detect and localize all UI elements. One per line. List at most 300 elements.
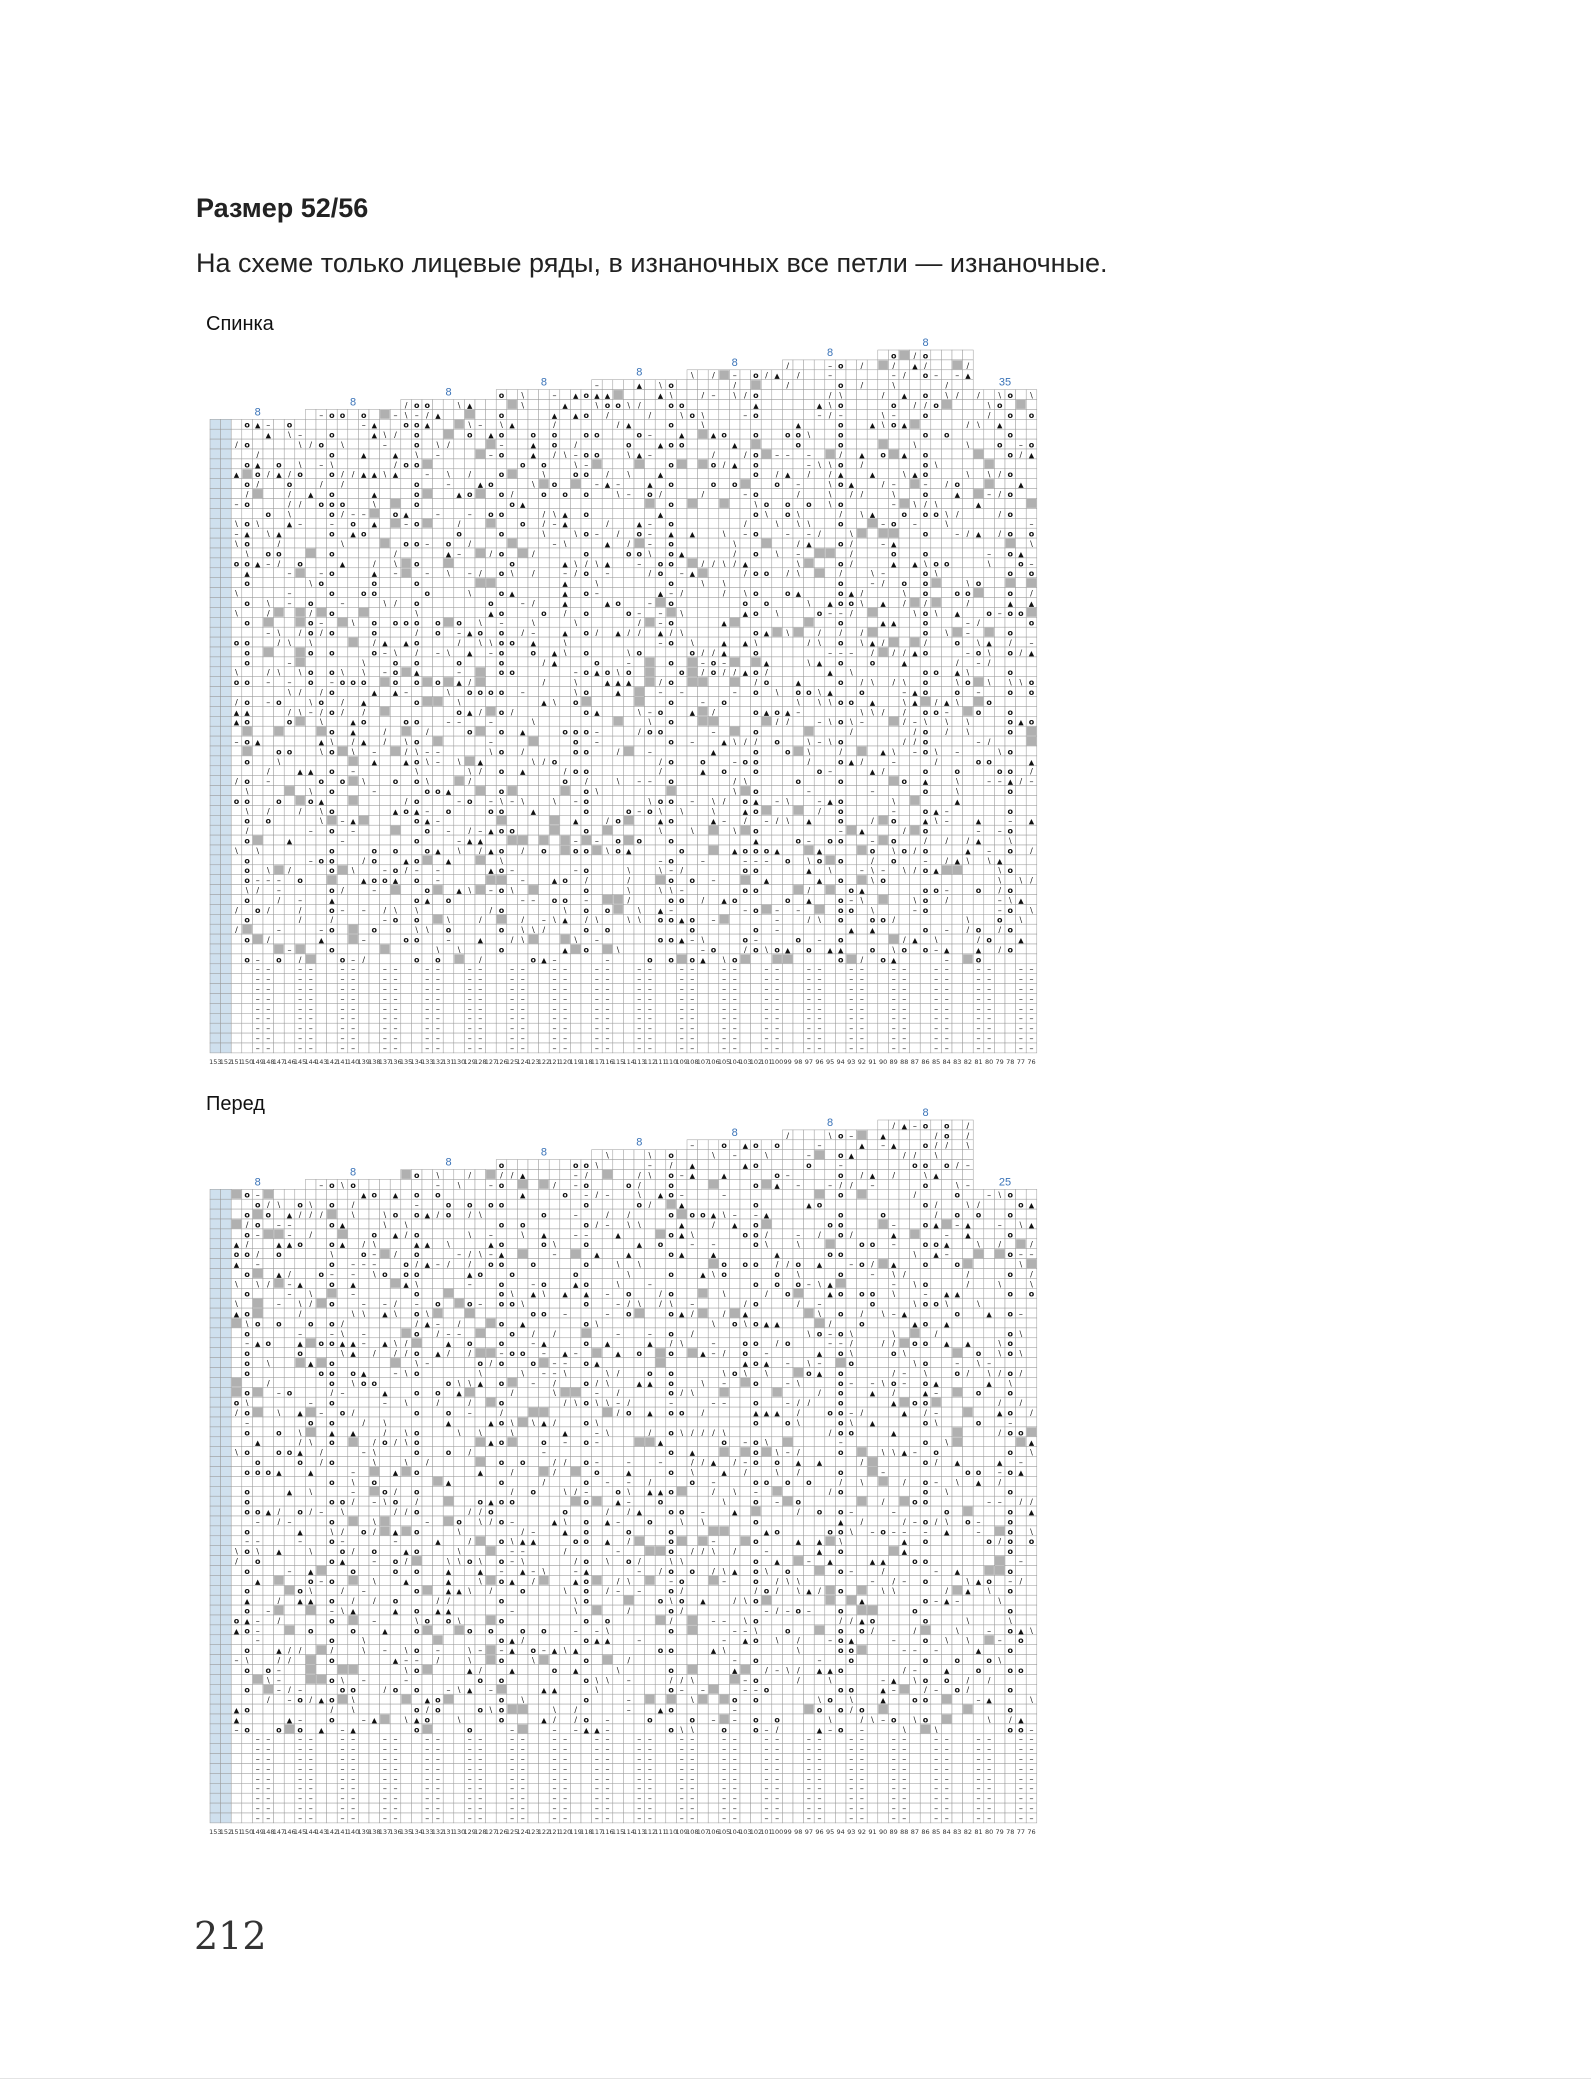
- chart-cell: [952, 835, 963, 845]
- chart-cell: [592, 489, 603, 499]
- chart-cell: [878, 825, 889, 835]
- chart-cell: [581, 994, 592, 1004]
- chart-cell: [899, 518, 910, 528]
- chart-cell: [645, 875, 656, 885]
- chart-cell: [284, 607, 295, 617]
- chart-cell: [210, 568, 221, 578]
- chart-cell: [846, 459, 857, 469]
- chart-cell: [475, 459, 486, 469]
- chart-cell: [931, 904, 942, 914]
- chart-cell: [221, 796, 232, 806]
- chart-cell: [337, 548, 348, 558]
- chart-cell: [835, 924, 846, 934]
- chart-cell: [825, 895, 836, 905]
- chart-cell: [433, 637, 444, 647]
- chart-cell: [751, 1003, 762, 1013]
- chart-cell: [507, 815, 518, 825]
- chart-cell: [613, 1003, 624, 1013]
- chart-cell: [698, 528, 709, 538]
- chart-cell: [221, 419, 232, 429]
- chart-cell: [655, 924, 666, 934]
- chart-cell: [348, 499, 359, 509]
- chart-cell: [793, 647, 804, 657]
- chart-cell: [782, 776, 793, 786]
- chart-cell: [793, 845, 804, 855]
- chart-cell: [422, 499, 433, 509]
- chart-cell: [782, 489, 793, 499]
- chart-cell: [878, 607, 889, 617]
- chart-cell: [772, 400, 783, 410]
- chart-cell: [369, 954, 380, 964]
- chart-cell: [369, 449, 380, 459]
- chart-cell: [698, 380, 709, 390]
- chart-cell: [210, 697, 221, 707]
- chart-cell: [369, 1033, 380, 1043]
- chart-cell: [867, 736, 878, 746]
- chart-cell: [369, 716, 380, 726]
- chart-cell: [687, 766, 698, 776]
- chart-cell: [782, 924, 793, 934]
- chart-cell: [984, 865, 995, 875]
- chart-cell: [782, 538, 793, 548]
- chart-cell: [305, 805, 316, 815]
- chart-cell: [592, 815, 603, 825]
- chart-cell: [846, 706, 857, 716]
- chart-cell: [358, 914, 369, 924]
- chart-cell: [655, 746, 666, 756]
- chart-cell: [676, 558, 687, 568]
- chart-cell: [369, 697, 380, 707]
- chart-cell: [952, 825, 963, 835]
- chart-cell: [772, 558, 783, 568]
- chart-cell: [422, 637, 433, 647]
- chart-cell: [390, 538, 401, 548]
- chart-cell: [761, 419, 772, 429]
- chart-cell: [666, 726, 677, 736]
- chart-cell: [708, 598, 719, 608]
- chart-cell: [380, 716, 391, 726]
- chart-cell: [761, 825, 772, 835]
- chart-cell: [878, 994, 889, 1004]
- chart-cell: [602, 697, 613, 707]
- chart-cell: [316, 647, 327, 657]
- chart-cell: [443, 489, 454, 499]
- chart-cell: [252, 895, 263, 905]
- chart-cell: [623, 766, 634, 776]
- chart-cell: [507, 895, 518, 905]
- chart-cell: [804, 934, 815, 944]
- chart-cell: [274, 766, 285, 776]
- chart-cell: [443, 459, 454, 469]
- chart-cell: [433, 568, 444, 578]
- chart-cell: [422, 934, 433, 944]
- chart-cell: [539, 419, 550, 429]
- chart-cell: [963, 568, 974, 578]
- chart-cell: [846, 370, 857, 380]
- chart-cell: [221, 746, 232, 756]
- chart-cell: [433, 400, 444, 410]
- chart-cell: [486, 726, 497, 736]
- chart-cell: [464, 499, 475, 509]
- chart-cell: [655, 409, 666, 419]
- chart-cell: [443, 885, 454, 895]
- chart-cell: [740, 895, 751, 905]
- chart-cell: [454, 766, 465, 776]
- chart-cell: [613, 578, 624, 588]
- chart-cell: [941, 419, 952, 429]
- chart-cell: [507, 924, 518, 934]
- chart-cell: [814, 370, 825, 380]
- chart-cell: [210, 617, 221, 627]
- chart-cell: [761, 885, 772, 895]
- chart-cell: [740, 617, 751, 627]
- chart-cell: [221, 508, 232, 518]
- chart-cell: [634, 716, 645, 726]
- chart-cell: [369, 805, 380, 815]
- chart-cell: [284, 558, 295, 568]
- chart-cell: [581, 815, 592, 825]
- chart-cell: [475, 924, 486, 934]
- chart-cell: [486, 934, 497, 944]
- chart-cell: [878, 667, 889, 677]
- chart-cell: [507, 598, 518, 608]
- chart-cell: [952, 409, 963, 419]
- chart-cell: [952, 885, 963, 895]
- chart-cell: [305, 716, 316, 726]
- chart-cell: [528, 796, 539, 806]
- chart-cell: [952, 1023, 963, 1033]
- chart-cell: [804, 578, 815, 588]
- chart-cell: [634, 657, 645, 667]
- chart-cell: [931, 518, 942, 528]
- chart-cell: [380, 825, 391, 835]
- chart-cell: [941, 469, 952, 479]
- chart-cell: [496, 736, 507, 746]
- chart-cell: [952, 1033, 963, 1043]
- chart-cell: [793, 459, 804, 469]
- chart-cell: [804, 677, 815, 687]
- chart-cell: [814, 786, 825, 796]
- chart-cell: [973, 598, 984, 608]
- chart-cell: [252, 499, 263, 509]
- chart-cell: [888, 825, 899, 835]
- chart-cell: [729, 469, 740, 479]
- chart-cell: [899, 815, 910, 825]
- chart-cell: [295, 786, 306, 796]
- chart-cell: [560, 499, 571, 509]
- chart-cell: [931, 954, 942, 964]
- chart-cell: [496, 479, 507, 489]
- chart-cell: [613, 637, 624, 647]
- chart-cell: [348, 706, 359, 716]
- chart-cell: [825, 805, 836, 815]
- chart-cell: [910, 677, 921, 687]
- chart-cell: [899, 667, 910, 677]
- chart-cell: [517, 805, 528, 815]
- chart-cell: [920, 964, 931, 974]
- chart-cell: [539, 449, 550, 459]
- chart-cell: [411, 687, 422, 697]
- chart-cell: [941, 588, 952, 598]
- chart-cell: [581, 954, 592, 964]
- chart-cell: [814, 677, 825, 687]
- chart-cell: [221, 994, 232, 1004]
- chart-cell: [570, 588, 581, 598]
- chart-cell: [888, 766, 899, 776]
- chart-cell: [687, 578, 698, 588]
- chart-cell: [878, 796, 889, 806]
- chart-cell: [337, 687, 348, 697]
- chart-cell: [687, 598, 698, 608]
- chart-cell: [570, 419, 581, 429]
- chart-cell: [963, 607, 974, 617]
- chart-cell: [539, 578, 550, 588]
- chart-cell: [623, 796, 634, 806]
- chart-cell: [570, 607, 581, 617]
- chart-cell: [274, 706, 285, 716]
- chart-cell: [835, 706, 846, 716]
- chart-cell: [708, 994, 719, 1004]
- chart-cell: [348, 786, 359, 796]
- chart-cell: [645, 697, 656, 707]
- chart-cell: [910, 786, 921, 796]
- chart-cell: [740, 459, 751, 469]
- chart-cell: [433, 924, 444, 934]
- chart-cell: [464, 954, 475, 964]
- chart-cell: [655, 964, 666, 974]
- chart-cell: [443, 776, 454, 786]
- chart-cell: [517, 954, 528, 964]
- chart-cell: [507, 954, 518, 964]
- chart-cell: [252, 538, 263, 548]
- chart-cell: [231, 865, 242, 875]
- chart-cell: [613, 706, 624, 716]
- chart-cell: [464, 449, 475, 459]
- chart-cell: [539, 1003, 550, 1013]
- chart-cell: [963, 825, 974, 835]
- chart-cell: [348, 845, 359, 855]
- chart-cell: [835, 994, 846, 1004]
- chart-cell: [602, 885, 613, 895]
- chart-cell: [941, 786, 952, 796]
- chart-cell: [878, 657, 889, 667]
- chart-cell: [560, 815, 571, 825]
- chart-cell: [613, 984, 624, 994]
- chart-cell: [528, 944, 539, 954]
- chart-cell: [857, 429, 868, 439]
- chart-cell: [698, 875, 709, 885]
- chart-cell: [443, 984, 454, 994]
- chart-cell: [973, 726, 984, 736]
- chart-cell: [793, 964, 804, 974]
- chart-cell: [920, 875, 931, 885]
- chart-cell: [443, 944, 454, 954]
- chart-cell: [517, 776, 528, 786]
- chart-cell: [772, 459, 783, 469]
- chart-cell: [857, 390, 868, 400]
- chart-cell: [528, 578, 539, 588]
- chart-cell: [380, 607, 391, 617]
- chart-cell: [528, 459, 539, 469]
- chart-cell: [634, 746, 645, 756]
- chart-cell: [337, 845, 348, 855]
- chart-cell: [782, 687, 793, 697]
- chart-cell: [878, 736, 889, 746]
- chart-cell: [274, 419, 285, 429]
- chart-cell: [973, 667, 984, 677]
- chart-cell: [401, 578, 412, 588]
- chart-cell: [528, 845, 539, 855]
- chart-cell: [708, 974, 719, 984]
- chart-cell: [570, 538, 581, 548]
- chart-cell: [581, 716, 592, 726]
- chart-cell: [221, 647, 232, 657]
- chart-cell: [380, 459, 391, 469]
- chart-cell: [252, 716, 263, 726]
- chart-cell: [719, 934, 730, 944]
- chart-cell: [613, 934, 624, 944]
- chart-cell: [390, 786, 401, 796]
- chart-cell: [984, 439, 995, 449]
- chart-cell: [878, 459, 889, 469]
- chart-cell: [369, 865, 380, 875]
- chart-cell: [231, 984, 242, 994]
- chart-cell: [274, 489, 285, 499]
- chart-cell: [888, 657, 899, 667]
- chart-cell: [931, 429, 942, 439]
- chart-cell: [358, 845, 369, 855]
- chart-cell: [676, 508, 687, 518]
- chart-cell: [814, 598, 825, 608]
- chart-cell: [941, 796, 952, 806]
- chart-cell: [835, 766, 846, 776]
- chart-cell: [973, 508, 984, 518]
- chart-cell: [719, 845, 730, 855]
- chart-cell: [698, 885, 709, 895]
- chart-cell: [221, 815, 232, 825]
- chart-cell: [592, 518, 603, 528]
- chart-cell: [825, 637, 836, 647]
- chart-cell: [973, 875, 984, 885]
- chart-cell: [698, 974, 709, 984]
- chart-cell: [793, 954, 804, 964]
- chart-cell: [825, 1033, 836, 1043]
- chart-cell: [782, 419, 793, 429]
- chart-cell: [369, 726, 380, 736]
- chart-cell: [475, 538, 486, 548]
- chart-cell: [581, 677, 592, 687]
- chart-cell: [369, 984, 380, 994]
- chart-cell: [804, 924, 815, 934]
- chart-cell: [910, 449, 921, 459]
- chart-cell: [316, 885, 327, 895]
- chart-cell: [327, 835, 338, 845]
- chart-cell: [528, 1023, 539, 1033]
- chart-cell: [698, 687, 709, 697]
- chart-cell: [380, 588, 391, 598]
- chart-cell: [761, 895, 772, 905]
- chart-cell: [666, 984, 677, 994]
- chart-cell: [740, 419, 751, 429]
- chart-cell: [729, 627, 740, 637]
- chart-cell: [560, 924, 571, 934]
- chart-cell: [528, 1013, 539, 1023]
- chart-cell: [263, 657, 274, 667]
- chart-cell: [645, 895, 656, 905]
- chart-cell: [496, 697, 507, 707]
- chart-cell: [252, 766, 263, 776]
- chart-cell: [952, 429, 963, 439]
- chart-cell: [708, 895, 719, 905]
- chart-cell: [708, 578, 719, 588]
- chart-cell: [804, 706, 815, 716]
- chart-cell: [443, 1033, 454, 1043]
- chart-cell: [952, 964, 963, 974]
- chart-cell: [316, 429, 327, 439]
- chart-cell: [931, 825, 942, 835]
- chart-cell: [772, 667, 783, 677]
- chart-cell: [252, 706, 263, 716]
- chart-cell: [507, 845, 518, 855]
- chart-cell: [433, 479, 444, 489]
- chart-cell: [390, 588, 401, 598]
- chart-cell: [846, 835, 857, 845]
- chart-cell: [507, 479, 518, 489]
- chart-cell: [973, 766, 984, 776]
- chart-cell: [676, 617, 687, 627]
- chart-cell: [846, 409, 857, 419]
- chart-cell: [581, 964, 592, 974]
- chart-cell: [358, 796, 369, 806]
- chart-cell: [645, 627, 656, 637]
- chart-cell: [761, 835, 772, 845]
- chart-cell: [380, 449, 391, 459]
- chart-cell: [645, 756, 656, 766]
- chart-cell: [252, 528, 263, 538]
- chart-cell: [613, 924, 624, 934]
- chart-cell: [358, 994, 369, 1004]
- chart-cell: [316, 508, 327, 518]
- chart-cell: [793, 944, 804, 954]
- chart-cell: [221, 726, 232, 736]
- chart-cell: [676, 489, 687, 499]
- chart-cell: [422, 736, 433, 746]
- chart-cell: [698, 588, 709, 598]
- chart-cell: [348, 429, 359, 439]
- chart-cell: [963, 984, 974, 994]
- chart-cell: [369, 1023, 380, 1033]
- chart-cell: [719, 855, 730, 865]
- chart-cell: [210, 944, 221, 954]
- chart-cell: [295, 588, 306, 598]
- chart-cell: [984, 687, 995, 697]
- chart-cell: [570, 518, 581, 528]
- chart-cell: [899, 895, 910, 905]
- chart-cell: [539, 538, 550, 548]
- chart-cell: [729, 499, 740, 509]
- chart-cell: [295, 419, 306, 429]
- chart-cell: [263, 518, 274, 528]
- chart-cell: [454, 588, 465, 598]
- chart-cell: [931, 924, 942, 934]
- chart-cell: [242, 1003, 253, 1013]
- chart-cell: [963, 489, 974, 499]
- chart-cell: [295, 598, 306, 608]
- chart-cell: [316, 538, 327, 548]
- chart-cell: [878, 786, 889, 796]
- chart-cell: [380, 528, 391, 538]
- chart-cell: [327, 419, 338, 429]
